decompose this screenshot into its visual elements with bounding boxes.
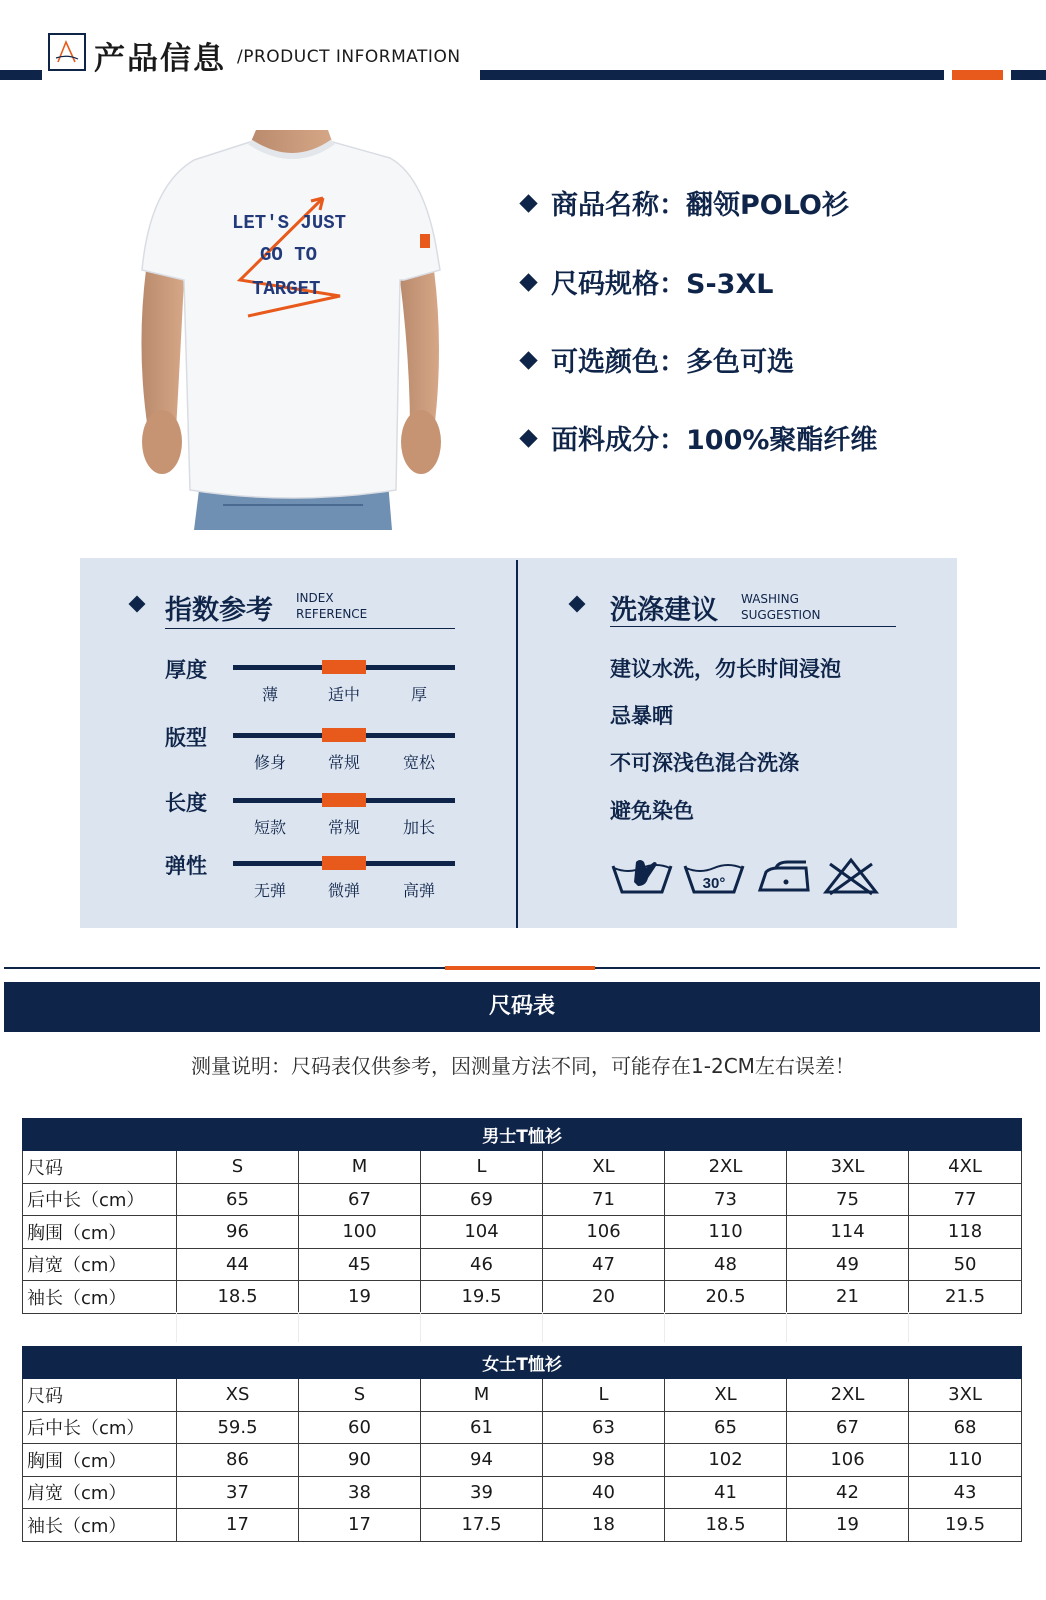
- row-header: 肩宽（cm）: [23, 1248, 177, 1281]
- table-cell: 18.5: [177, 1281, 299, 1314]
- spec-value: 多色可选: [686, 347, 794, 378]
- table-row: [23, 1183, 1022, 1216]
- row-header: 胸围（cm）: [23, 1216, 177, 1249]
- index-scale-marker: [322, 856, 366, 870]
- table-cell: 118: [909, 1216, 1022, 1249]
- shirt-print-line: GO TO: [260, 244, 318, 266]
- table-cell: 110: [909, 1444, 1022, 1477]
- table-cell: 3XL: [909, 1379, 1022, 1412]
- table-spacer: [22, 1312, 1021, 1342]
- table-cell: 65: [665, 1411, 787, 1444]
- table-cell: 67: [787, 1411, 909, 1444]
- spec-value: 翻领POLO衫: [686, 190, 849, 221]
- diamond-bullet-icon: [519, 351, 537, 369]
- table-cell: 20.5: [665, 1281, 787, 1314]
- spec-item: [522, 418, 877, 457]
- men-size-table: [22, 1118, 1022, 1314]
- index-scale-marker: [322, 660, 366, 674]
- section-underline: [610, 626, 896, 627]
- table-row: [23, 1216, 1022, 1249]
- table-cell: 104: [421, 1216, 543, 1249]
- index-option: 无弹: [253, 881, 287, 900]
- table-cell: 46: [421, 1248, 543, 1281]
- table-cell: 48: [665, 1248, 787, 1281]
- table-cell: 38: [299, 1476, 421, 1509]
- table-cell: 3XL: [787, 1151, 909, 1184]
- washing-tip: 建议水洗，勿长时间浸泡: [610, 657, 841, 681]
- table-cell: 49: [787, 1248, 909, 1281]
- washing-tip: 不可深浅色混合洗涤: [610, 751, 799, 775]
- row-header: 肩宽（cm）: [23, 1476, 177, 1509]
- measurement-note: 测量说明：尺码表仅供参考，因测量方法不同，可能存在1-2CM左右误差！: [191, 1054, 855, 1078]
- table-cell: 71: [543, 1183, 665, 1216]
- diamond-bullet-icon: [519, 273, 537, 291]
- table-cell: 60: [299, 1411, 421, 1444]
- index-option: 微弹: [327, 881, 361, 900]
- washing-tip: 忌暴晒: [610, 704, 673, 728]
- table-row: [23, 1151, 1022, 1184]
- size-chart-title: 尺码表: [4, 982, 1040, 1032]
- table-cell: 106: [543, 1216, 665, 1249]
- header-accent-bar: [952, 70, 1003, 80]
- header-bar: [1011, 70, 1046, 80]
- table-cell: S: [299, 1379, 421, 1412]
- spec-item: [522, 262, 773, 301]
- table-cell: 100: [299, 1216, 421, 1249]
- table-cell: 65: [177, 1183, 299, 1216]
- table-row: [23, 1444, 1022, 1477]
- index-option: 常规: [327, 818, 361, 837]
- table-cell: 4XL: [909, 1151, 1022, 1184]
- index-option: 短款: [253, 818, 287, 837]
- index-option: 修身: [253, 753, 287, 772]
- row-header: 胸围（cm）: [23, 1444, 177, 1477]
- table-cell: 19.5: [421, 1281, 543, 1314]
- table-cell: 45: [299, 1248, 421, 1281]
- washing-tip: 避免染色: [610, 799, 694, 823]
- row-header: 后中长（cm）: [23, 1183, 177, 1216]
- index-scale-marker: [322, 793, 366, 807]
- table-cell: 90: [299, 1444, 421, 1477]
- spec-label: 尺码规格：: [551, 269, 686, 300]
- table-cell: 69: [421, 1183, 543, 1216]
- table-cell: 19.5: [909, 1509, 1022, 1542]
- table-cell: M: [421, 1379, 543, 1412]
- table-cell: 40: [543, 1476, 665, 1509]
- index-label: 弹性: [165, 854, 207, 878]
- spec-label: 可选颜色：: [551, 347, 686, 378]
- table-row: [23, 1379, 1022, 1412]
- table-cell: 44: [177, 1248, 299, 1281]
- index-option: 宽松: [402, 753, 436, 772]
- table-cell: XS: [177, 1379, 299, 1412]
- table-cell: XL: [665, 1379, 787, 1412]
- iron-icon: [756, 856, 812, 896]
- table-cell: 19: [787, 1509, 909, 1542]
- spec-label: 商品名称：: [551, 190, 686, 221]
- row-header: 袖长（cm）: [23, 1509, 177, 1542]
- table-cell: 17.5: [421, 1509, 543, 1542]
- table-cell: 20: [543, 1281, 665, 1314]
- table-cell: 73: [665, 1183, 787, 1216]
- table-cell: 17: [299, 1509, 421, 1542]
- table-row: [23, 1509, 1022, 1542]
- brand-logo-icon: [48, 33, 86, 71]
- index-option: 加长: [402, 818, 436, 837]
- table-cell: 102: [665, 1444, 787, 1477]
- table-cell: XL: [543, 1151, 665, 1184]
- table-cell: 94: [421, 1444, 543, 1477]
- table-cell: 37: [177, 1476, 299, 1509]
- product-photo: [128, 130, 453, 530]
- table-cell: 19: [299, 1281, 421, 1314]
- index-label: 版型: [165, 726, 207, 750]
- table-cell: 75: [787, 1183, 909, 1216]
- wash-temperature: 30°: [702, 875, 726, 892]
- table-cell: 114: [787, 1216, 909, 1249]
- index-reference-title: 指数参考: [165, 595, 273, 626]
- table-cell: 17: [177, 1509, 299, 1542]
- table-cell: 68: [909, 1411, 1022, 1444]
- shirt-print-line: LET'S JUST: [232, 212, 347, 234]
- table-cell: 42: [787, 1476, 909, 1509]
- table-cell: 110: [665, 1216, 787, 1249]
- table-cell: 21.5: [909, 1281, 1022, 1314]
- index-option: 适中: [327, 685, 361, 704]
- header-bar: [480, 70, 944, 80]
- table-cell: 50: [909, 1248, 1022, 1281]
- men-table-caption: 男士T恤衫: [23, 1119, 1022, 1151]
- table-cell: 67: [299, 1183, 421, 1216]
- table-cell: 106: [787, 1444, 909, 1477]
- women-table-caption: 女士T恤衫: [23, 1347, 1022, 1379]
- table-cell: 2XL: [787, 1379, 909, 1412]
- table-cell: 18.5: [665, 1509, 787, 1542]
- no-bleach-icon: [822, 856, 880, 896]
- table-cell: S: [177, 1151, 299, 1184]
- spec-value: S-3XL: [686, 269, 774, 300]
- diamond-bullet-icon: [519, 429, 537, 447]
- index-option: 厚: [410, 685, 428, 704]
- washing-title: 洗涤建议: [610, 595, 718, 626]
- table-cell: 98: [543, 1444, 665, 1477]
- index-option: 薄: [261, 685, 279, 704]
- table-cell: 63: [543, 1411, 665, 1444]
- index-reference-subtitle: INDEX REFERENCE: [296, 591, 368, 621]
- table-row: [23, 1281, 1022, 1314]
- table-cell: 86: [177, 1444, 299, 1477]
- table-cell: 39: [421, 1476, 543, 1509]
- table-cell: 96: [177, 1216, 299, 1249]
- panel-divider: [516, 560, 518, 928]
- table-cell: 2XL: [665, 1151, 787, 1184]
- divider-accent: [445, 966, 595, 970]
- shirt-print-line: TARGET: [252, 278, 321, 300]
- table-cell: 21: [787, 1281, 909, 1314]
- table-cell: 77: [909, 1183, 1022, 1216]
- table-cell: L: [543, 1379, 665, 1412]
- table-cell: 59.5: [177, 1411, 299, 1444]
- index-scale-marker: [322, 728, 366, 742]
- table-row: [23, 1248, 1022, 1281]
- index-label: 厚度: [165, 658, 207, 682]
- spec-item: [522, 340, 794, 379]
- section-underline: [165, 628, 455, 629]
- spec-label: 面料成分：: [551, 425, 686, 456]
- index-option: 高弹: [402, 881, 436, 900]
- section-subtitle: /PRODUCT INFORMATION: [237, 47, 461, 67]
- section-title: 产品信息: [94, 41, 226, 77]
- table-cell: 43: [909, 1476, 1022, 1509]
- table-cell: L: [421, 1151, 543, 1184]
- index-label: 长度: [165, 791, 207, 815]
- header-bar: [0, 70, 42, 80]
- table-cell: M: [299, 1151, 421, 1184]
- spec-value: 100%聚酯纤维: [686, 425, 878, 456]
- table-cell: 47: [543, 1248, 665, 1281]
- row-header: 袖长（cm）: [23, 1281, 177, 1314]
- table-cell: 41: [665, 1476, 787, 1509]
- women-size-table: [22, 1346, 1022, 1542]
- table-row: [23, 1411, 1022, 1444]
- hand-wash-icon: [610, 856, 674, 896]
- table-cell: 61: [421, 1411, 543, 1444]
- row-header: 尺码: [23, 1379, 177, 1412]
- table-cell: 18: [543, 1509, 665, 1542]
- table-row: [23, 1476, 1022, 1509]
- row-header: 后中长（cm）: [23, 1411, 177, 1444]
- washing-subtitle: WASHING SUGGESTION: [741, 592, 821, 622]
- index-option: 常规: [327, 753, 361, 772]
- spec-item: [522, 183, 849, 222]
- diamond-bullet-icon: [519, 194, 537, 212]
- row-header: 尺码: [23, 1151, 177, 1184]
- wash-30-icon: [682, 856, 746, 896]
